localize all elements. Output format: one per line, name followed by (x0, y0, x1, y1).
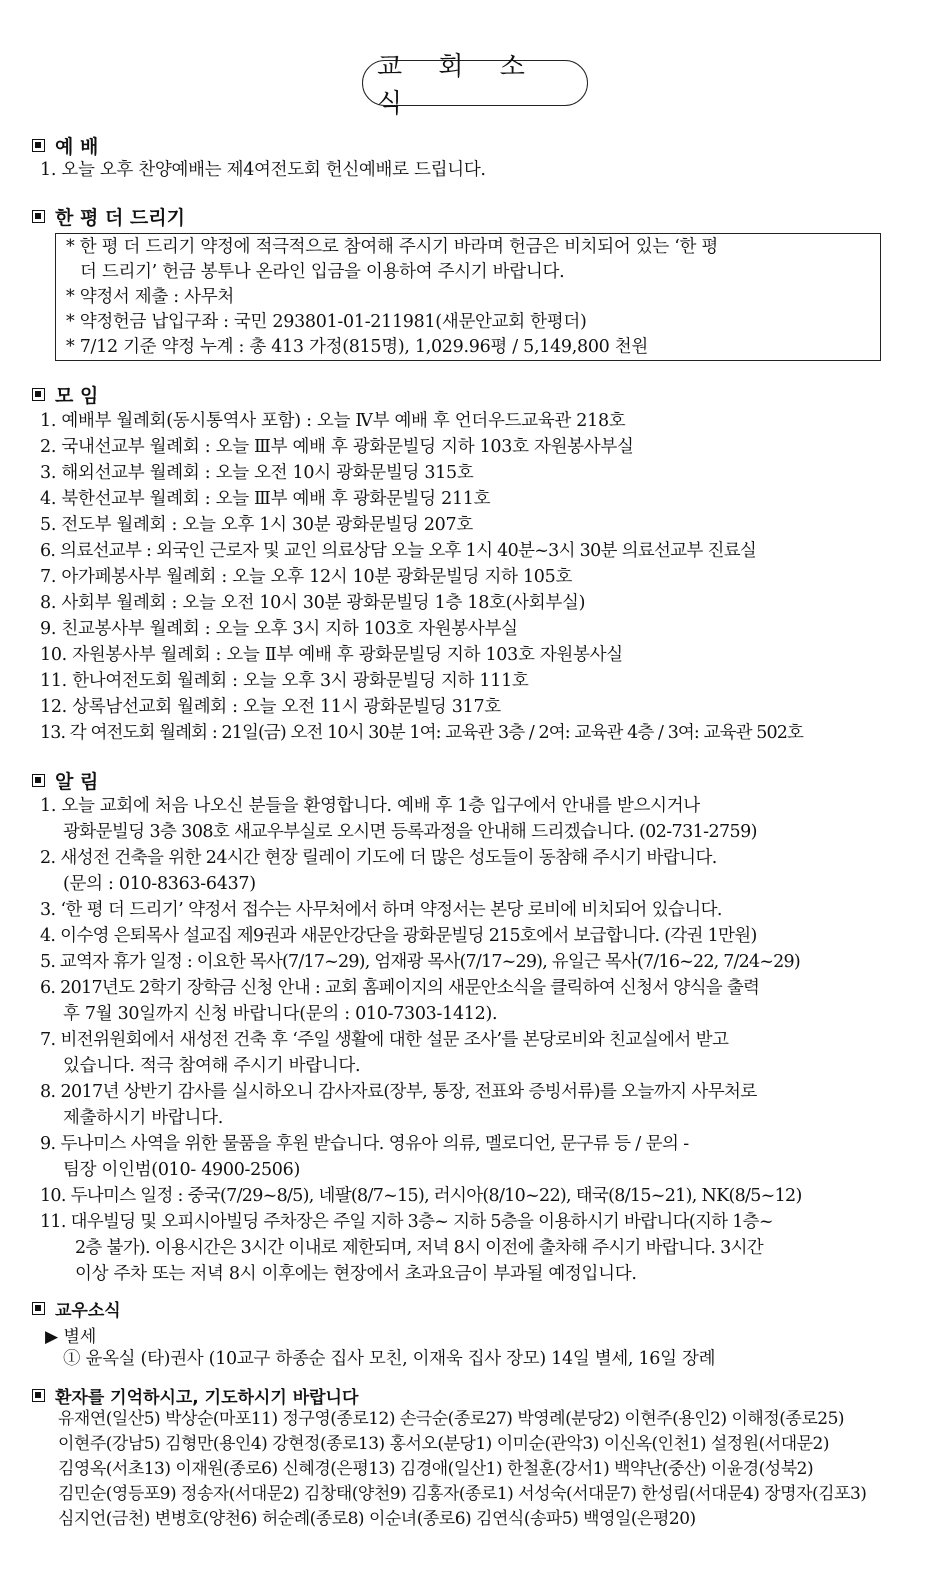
patient-line: 심지언(금천) 변병호(양천6) 허순례(종로8) 이순녀(종로6) 김연식(송파5) 백영일(은평20) (58, 1509, 696, 1529)
notice-line: 3. ‘한 평 더 드리기’ 약정서 접수는 사무처에서 하며 약정서는 본당 로비에 비치되어 있습니다. (40, 900, 722, 920)
notice-line: 10. 두나미스 일정 : 중국(7/29~8/5), 네팔(8/7~15), 러시아(8/10~22), 태국(8/15~21), NK(8/5~12) (40, 1186, 802, 1206)
notice-line: 5. 교역자 휴가 일정 : 이요한 목사(7/17~29), 엄재광 목사(7/17~29), 유일근 목사(7/16~22, 7/24~29) (40, 952, 800, 972)
pledge-line: * 한 평 더 드리기 약정에 적극적으로 참여해 주시기 바라며 헌금은 비치되어 있는 ‘한 평 (66, 237, 718, 257)
notice-line: 이상 주차 또는 저녁 8시 이후에는 현장에서 초과요금이 부과될 예정입니다. (75, 1264, 637, 1284)
notices-heading-text: 알 림 (55, 770, 99, 793)
meeting-item: 1. 예배부 월례회(동시통역사 포함) : 오늘 Ⅳ부 예배 후 언더우드교육관 218호 (40, 411, 626, 431)
pledge-line: * 약정헌금 납입구좌 : 국민 293801-01-211981(새문안교회 한평더) (66, 312, 587, 332)
square-bullet-icon (32, 139, 45, 152)
worship-item: 1. 오늘 오후 찬양예배는 제4여전도회 헌신예배로 드립니다. (40, 160, 486, 180)
members-item: ① 윤옥실 (타)권사 (10교구 하종순 집사 모친, 이재욱 집사 장모) 14일 별세, 16일 장례 (63, 1349, 716, 1369)
notice-line: 11. 대우빌딩 및 오피시아빌딩 주차장은 주일 지하 3층~ 지하 5층을 이용하시기 바랍니다(지하 1층~ (40, 1212, 773, 1232)
meeting-item: 7. 아가페봉사부 월례회 : 오늘 오후 12시 10분 광화문빌딩 지하 105호 (40, 567, 573, 587)
meeting-item: 12. 상록남선교회 월례회 : 오늘 오전 11시 광화문빌딩 317호 (40, 697, 501, 717)
section-heading-prayer (32, 1382, 358, 1408)
section-heading-worship (32, 132, 98, 158)
notice-line: 후 7월 30일까지 신청 바랍니다(문의 : 010-7303-1412). (63, 1004, 498, 1024)
meeting-item: 5. 전도부 월례회 : 오늘 오후 1시 30분 광화문빌딩 207호 (40, 515, 473, 535)
notice-line: 제출하시기 바랍니다. (63, 1108, 223, 1128)
notice-line: 1. 오늘 교회에 처음 나오신 분들을 환영합니다. 예배 후 1층 입구에서 안내를 받으시거나 (40, 796, 700, 816)
meeting-item: 9. 친교봉사부 월례회 : 오늘 오후 3시 지하 103호 자원봉사부실 (40, 619, 518, 639)
meeting-item: 11. 한나여전도회 월례회 : 오늘 오후 3시 광화문빌딩 지하 111호 (40, 671, 529, 691)
meeting-item: 3. 해외선교부 월례회 : 오늘 오전 10시 광화문빌딩 315호 (40, 463, 474, 483)
section-heading-pledge (32, 203, 185, 229)
section-heading-members (32, 1295, 121, 1321)
members-heading-text: 교우소식 (55, 1300, 121, 1321)
notice-line: 2. 새성전 건축을 위한 24시간 현장 릴레이 기도에 더 많은 성도들이 동참해 주시기 바랍니다. (40, 848, 717, 868)
notice-line: 4. 이수영 은퇴목사 설교집 제9권과 새문안강단을 광화문빌딩 215호에서 보급합니다. (각권 1만원) (40, 926, 757, 946)
page-title: 교 회 소 식 (362, 60, 588, 106)
pledge-line: 더 드리기’ 헌금 봉투나 온라인 입금을 이용하여 주시기 바랍니다. (80, 262, 565, 282)
notice-line: 팀장 이인범(010- 4900-2506) (63, 1160, 301, 1180)
meeting-item: 10. 자원봉사부 월례회 : 오늘 Ⅱ부 예배 후 광화문빌딩 지하 103호 자원봉사실 (40, 645, 623, 665)
pledge-heading-text: 한 평 더 드리기 (55, 206, 185, 229)
notice-line: (문의 : 010-8363-6437) (63, 874, 256, 894)
meeting-item: 13. 각 여전도회 월례회 : 21일(금) 오전 10시 30분 1여: 교육관 3층 / 2여: 교육관 4층 / 3여: 교육관 502호 (40, 723, 803, 743)
square-bullet-icon (32, 388, 45, 401)
meetings-heading-text: 모 임 (55, 384, 99, 407)
notice-line: 7. 비전위원회에서 새성전 건축 후 ‘주일 생활에 대한 설문 조사’를 본당로비와 친교실에서 받고 (40, 1030, 729, 1050)
patient-line: 김민순(영등포9) 정송자(서대문2) 김창태(양천9) 김홍자(종로1) 서성숙(서대문7) 한성림(서대문4) 장명자(김포3) (58, 1484, 867, 1504)
patient-line: 유재연(일산5) 박상순(마포11) 정구영(종로12) 손극순(종로27) 박영례(분당2) 이현주(용인2) 이해정(종로25) (58, 1409, 845, 1429)
notice-line: 6. 2017년도 2학기 장학금 신청 안내 : 교회 홈페이지의 새문안소식을 클릭하여 신청서 양식을 출력 (40, 978, 760, 998)
worship-heading-text: 예 배 (55, 135, 99, 158)
meeting-item: 8. 사회부 월례회 : 오늘 오전 10시 30분 광화문빌딩 1층 18호(사회부실) (40, 593, 586, 613)
pledge-line: * 7/12 기준 약정 누계 : 총 413 가정(815명), 1,029.96평 / 5,149,800 천원 (66, 337, 648, 357)
patient-line: 이현주(강남5) 김형만(용인4) 강현정(종로13) 홍서오(분당1) 이미순(관악3) 이신옥(인천1) 설정원(서대문2) (58, 1434, 829, 1454)
meeting-item: 4. 북한선교부 월례회 : 오늘 Ⅲ부 예배 후 광화문빌딩 211호 (40, 489, 491, 509)
patient-line: 김영옥(서초13) 이재원(종로6) 신혜경(은평13) 김경애(일산1) 한철훈(강서1) 백약난(중산) 이윤경(성북2) (58, 1459, 814, 1479)
section-heading-notices (32, 767, 98, 793)
notice-line: 9. 두나미스 사역을 위한 물품을 후원 받습니다. 영유아 의류, 멜로디언, 문구류 등 / 문의 - (40, 1134, 689, 1154)
notice-line: 있습니다. 적극 참여해 주시기 바랍니다. (63, 1056, 361, 1076)
notice-line: 8. 2017년 상반기 감사를 실시하오니 감사자료(장부, 통장, 전표와 증빙서류)를 오늘까지 사무처로 (40, 1082, 757, 1102)
pledge-line: * 약정서 제출 : 사무처 (66, 287, 234, 307)
members-subheading: ▶ 별세 (45, 1327, 97, 1347)
square-bullet-icon (32, 774, 45, 787)
meeting-item: 6. 의료선교부 : 외국인 근로자 및 교인 의료상담 오늘 오후 1시 40분~3시 30분 의료선교부 진료실 (40, 541, 757, 561)
square-bullet-icon (32, 1302, 45, 1315)
notice-line: 광화문빌딩 3층 308호 새교우부실로 오시면 등록과정을 안내해 드리겠습니다. (02-731-2759) (63, 822, 757, 842)
meeting-item: 2. 국내선교부 월례회 : 오늘 Ⅲ부 예배 후 광화문빌딩 지하 103호 자원봉사부실 (40, 437, 634, 457)
section-heading-meetings (32, 381, 98, 407)
notice-line: 2층 불가). 이용시간은 3시간 이내로 제한되며, 저녁 8시 이전에 출차해 주시기 바랍니다. 3시간 (75, 1238, 763, 1258)
square-bullet-icon (32, 1389, 45, 1402)
prayer-heading-text: 환자를 기억하시고, 기도하시기 바랍니다 (55, 1387, 359, 1408)
square-bullet-icon (32, 210, 45, 223)
